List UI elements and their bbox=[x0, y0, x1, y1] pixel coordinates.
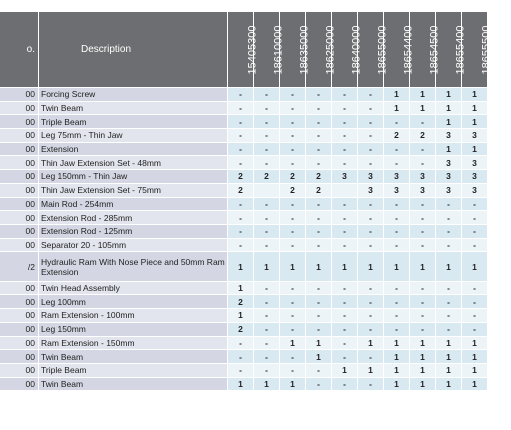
quantity-cell: - bbox=[410, 156, 436, 170]
quantity-cell: - bbox=[332, 142, 358, 156]
quantity-cell: 2 bbox=[228, 170, 254, 184]
quantity-cell: - bbox=[280, 101, 306, 115]
description-cell: Leg 100mm bbox=[39, 295, 228, 309]
quantity-cell: 1 bbox=[280, 336, 306, 350]
description-cell: Twin Beam bbox=[39, 377, 228, 391]
quantity-cell: - bbox=[436, 309, 462, 323]
table-row bbox=[0, 197, 488, 211]
quantity-cell: 1 bbox=[306, 350, 332, 364]
quantity-cell: 3 bbox=[436, 129, 462, 143]
quantity-cell: - bbox=[254, 142, 280, 156]
quantity-cell: 1 bbox=[358, 252, 384, 282]
quantity-cell: 2 bbox=[280, 170, 306, 184]
quantity-cell: - bbox=[228, 336, 254, 350]
table-row bbox=[0, 281, 488, 295]
table-row bbox=[0, 170, 488, 184]
quantity-cell: 1 bbox=[254, 377, 280, 391]
quantity-cell: - bbox=[228, 363, 254, 377]
quantity-cell: - bbox=[306, 211, 332, 225]
part-number-cell: 00 bbox=[0, 142, 39, 156]
quantity-cell: 1 bbox=[306, 252, 332, 282]
quantity-cell: 1 bbox=[436, 377, 462, 391]
part-number-cell: 00 bbox=[0, 295, 39, 309]
quantity-cell: - bbox=[306, 309, 332, 323]
part-number-cell: 00 bbox=[0, 238, 39, 252]
description-cell: Thin Jaw Extension Set - 75mm bbox=[39, 183, 228, 197]
quantity-cell: 3 bbox=[332, 170, 358, 184]
parts-table bbox=[0, 11, 493, 391]
kit-header: 18610000 bbox=[254, 12, 280, 88]
part-number-cell: /2 bbox=[0, 252, 39, 282]
quantity-cell: - bbox=[280, 224, 306, 238]
quantity-cell: - bbox=[254, 309, 280, 323]
part-number-cell: 00 bbox=[0, 115, 39, 129]
quantity-cell: - bbox=[254, 101, 280, 115]
quantity-cell: 3 bbox=[410, 170, 436, 184]
quantity-cell: 1 bbox=[254, 252, 280, 282]
quantity-cell: 1 bbox=[436, 350, 462, 364]
quantity-cell: 1 bbox=[436, 115, 462, 129]
quantity-cell: - bbox=[384, 281, 410, 295]
quantity-cell: 1 bbox=[462, 88, 488, 102]
quantity-cell: 1 bbox=[436, 252, 462, 282]
quantity-cell: - bbox=[332, 322, 358, 336]
quantity-cell: - bbox=[436, 224, 462, 238]
kit-header: 18654500 bbox=[410, 12, 436, 88]
quantity-cell: - bbox=[462, 197, 488, 211]
description-cell: Ram Extension - 150mm bbox=[39, 336, 228, 350]
table-row bbox=[0, 309, 488, 323]
quantity-cell: - bbox=[228, 115, 254, 129]
quantity-cell: - bbox=[410, 142, 436, 156]
quantity-cell: - bbox=[306, 101, 332, 115]
quantity-cell: - bbox=[280, 281, 306, 295]
quantity-cell: 3 bbox=[436, 156, 462, 170]
quantity-cell: - bbox=[358, 295, 384, 309]
quantity-cell: 1 bbox=[384, 252, 410, 282]
kit-header: 18635000 bbox=[280, 12, 306, 88]
quantity-cell: 3 bbox=[358, 183, 384, 197]
table-row bbox=[0, 142, 488, 156]
quantity-cell: - bbox=[254, 295, 280, 309]
quantity-cell: - bbox=[254, 363, 280, 377]
quantity-cell: 1 bbox=[462, 363, 488, 377]
quantity-cell: - bbox=[332, 309, 358, 323]
quantity-cell: - bbox=[254, 88, 280, 102]
quantity-cell: 1 bbox=[228, 252, 254, 282]
quantity-cell: 2 bbox=[228, 322, 254, 336]
quantity-cell: 3 bbox=[462, 183, 488, 197]
quantity-cell: - bbox=[254, 129, 280, 143]
quantity-cell: - bbox=[384, 309, 410, 323]
quantity-cell: - bbox=[306, 238, 332, 252]
part-number-cell: 00 bbox=[0, 281, 39, 295]
description-cell: Extension Rod - 285mm bbox=[39, 211, 228, 225]
description-cell: Ram Extension - 100mm bbox=[39, 309, 228, 323]
quantity-cell: 1 bbox=[410, 377, 436, 391]
quantity-cell: - bbox=[306, 88, 332, 102]
kit-header: 18655400 bbox=[436, 12, 462, 88]
quantity-cell: 1 bbox=[384, 363, 410, 377]
part-number-cell: 00 bbox=[0, 156, 39, 170]
quantity-cell: - bbox=[384, 322, 410, 336]
quantity-cell: 1 bbox=[462, 377, 488, 391]
quantity-cell: 3 bbox=[436, 183, 462, 197]
table-row bbox=[0, 101, 488, 115]
quantity-cell: - bbox=[306, 142, 332, 156]
quantity-cell: 2 bbox=[280, 183, 306, 197]
quantity-cell: - bbox=[306, 129, 332, 143]
kit-header: 18655000 bbox=[358, 12, 384, 88]
table-body bbox=[0, 88, 488, 391]
quantity-cell: 2 bbox=[228, 183, 254, 197]
table-row bbox=[0, 322, 488, 336]
quantity-cell: - bbox=[384, 156, 410, 170]
quantity-cell: - bbox=[462, 309, 488, 323]
description-cell: Twin Head Assembly bbox=[39, 281, 228, 295]
part-number-cell: 00 bbox=[0, 322, 39, 336]
quantity-cell: 1 bbox=[384, 101, 410, 115]
quantity-cell: - bbox=[306, 295, 332, 309]
quantity-cell: - bbox=[436, 211, 462, 225]
quantity-cell: 1 bbox=[358, 363, 384, 377]
quantity-cell: - bbox=[228, 224, 254, 238]
part-number-cell: 00 bbox=[0, 170, 39, 184]
quantity-cell: 3 bbox=[462, 156, 488, 170]
quantity-cell: - bbox=[462, 224, 488, 238]
quantity-cell: - bbox=[358, 238, 384, 252]
quantity-cell: - bbox=[254, 322, 280, 336]
quantity-cell: - bbox=[462, 238, 488, 252]
quantity-cell: 1 bbox=[462, 336, 488, 350]
quantity-cell: 1 bbox=[462, 252, 488, 282]
description-cell: Leg 150mm bbox=[39, 322, 228, 336]
table-row bbox=[0, 183, 488, 197]
quantity-cell: - bbox=[254, 336, 280, 350]
description-cell: Twin Beam bbox=[39, 350, 228, 364]
part-number-cell: 00 bbox=[0, 224, 39, 238]
quantity-cell: 1 bbox=[306, 336, 332, 350]
table-row bbox=[0, 252, 488, 282]
quantity-cell: 1 bbox=[462, 350, 488, 364]
table-row bbox=[0, 336, 488, 350]
quantity-cell: - bbox=[462, 211, 488, 225]
description-cell: Triple Beam bbox=[39, 115, 228, 129]
quantity-cell: - bbox=[358, 197, 384, 211]
table-row bbox=[0, 129, 488, 143]
quantity-cell: - bbox=[436, 322, 462, 336]
quantity-cell: 1 bbox=[436, 336, 462, 350]
quantity-cell: - bbox=[436, 281, 462, 295]
kit-header: 18625000 bbox=[306, 12, 332, 88]
quantity-cell bbox=[332, 183, 358, 197]
quantity-cell: - bbox=[306, 224, 332, 238]
quantity-cell: - bbox=[332, 197, 358, 211]
quantity-cell: 3 bbox=[358, 170, 384, 184]
quantity-cell: - bbox=[410, 322, 436, 336]
quantity-cell: - bbox=[228, 350, 254, 364]
quantity-cell: - bbox=[384, 197, 410, 211]
quantity-cell: - bbox=[358, 309, 384, 323]
quantity-cell: 1 bbox=[410, 336, 436, 350]
part-number-cell: 00 bbox=[0, 101, 39, 115]
quantity-cell: - bbox=[410, 281, 436, 295]
quantity-cell: - bbox=[332, 295, 358, 309]
quantity-cell: - bbox=[228, 129, 254, 143]
quantity-cell: - bbox=[254, 211, 280, 225]
quantity-cell: 1 bbox=[332, 363, 358, 377]
quantity-cell: 1 bbox=[436, 88, 462, 102]
quantity-cell: - bbox=[228, 101, 254, 115]
part-number-cell: 00 bbox=[0, 88, 39, 102]
quantity-cell: 3 bbox=[436, 170, 462, 184]
quantity-cell: - bbox=[280, 129, 306, 143]
quantity-cell: - bbox=[358, 350, 384, 364]
quantity-cell: - bbox=[410, 197, 436, 211]
part-number-cell: 00 bbox=[0, 377, 39, 391]
description-cell: Triple Beam bbox=[39, 363, 228, 377]
table-row bbox=[0, 115, 488, 129]
quantity-cell: - bbox=[254, 281, 280, 295]
quantity-cell: 1 bbox=[228, 377, 254, 391]
quantity-cell: 1 bbox=[384, 377, 410, 391]
table-row bbox=[0, 156, 488, 170]
description-cell: Hydraulic Ram With Nose Piece and 50mm Ram Extension bbox=[39, 252, 228, 282]
part-number-cell: 00 bbox=[0, 309, 39, 323]
table-row bbox=[0, 295, 488, 309]
quantity-cell: - bbox=[332, 224, 358, 238]
quantity-cell: - bbox=[358, 322, 384, 336]
table-row bbox=[0, 238, 488, 252]
quantity-cell: 1 bbox=[410, 101, 436, 115]
quantity-cell: - bbox=[306, 377, 332, 391]
quantity-cell: 1 bbox=[436, 101, 462, 115]
description-cell: Separator 20 - 105mm bbox=[39, 238, 228, 252]
quantity-cell: - bbox=[436, 197, 462, 211]
description-header: Description bbox=[39, 12, 228, 88]
quantity-cell: - bbox=[280, 309, 306, 323]
quantity-cell: 3 bbox=[384, 183, 410, 197]
table-row bbox=[0, 88, 488, 102]
kit-header: 18640000 bbox=[332, 12, 358, 88]
quantity-cell: 1 bbox=[410, 88, 436, 102]
quantity-cell: - bbox=[462, 322, 488, 336]
quantity-cell: 1 bbox=[384, 350, 410, 364]
quantity-cell: - bbox=[280, 156, 306, 170]
description-cell: Main Rod - 254mm bbox=[39, 197, 228, 211]
description-cell: Thin Jaw Extension Set - 48mm bbox=[39, 156, 228, 170]
table-row bbox=[0, 377, 488, 391]
quantity-cell: - bbox=[306, 115, 332, 129]
quantity-cell: - bbox=[384, 224, 410, 238]
quantity-cell: 2 bbox=[228, 295, 254, 309]
quantity-cell: - bbox=[332, 129, 358, 143]
part-number-cell: 00 bbox=[0, 211, 39, 225]
quantity-cell: - bbox=[358, 115, 384, 129]
quantity-cell: - bbox=[462, 281, 488, 295]
quantity-cell: - bbox=[254, 197, 280, 211]
quantity-cell: - bbox=[280, 115, 306, 129]
quantity-cell: - bbox=[228, 197, 254, 211]
quantity-cell: - bbox=[332, 101, 358, 115]
part-number-cell: 00 bbox=[0, 363, 39, 377]
quantity-cell: - bbox=[280, 363, 306, 377]
quantity-cell: - bbox=[332, 211, 358, 225]
quantity-cell: - bbox=[332, 350, 358, 364]
quantity-cell: - bbox=[332, 336, 358, 350]
quantity-cell: - bbox=[280, 197, 306, 211]
header-row bbox=[0, 12, 488, 88]
quantity-cell: 1 bbox=[280, 377, 306, 391]
quantity-cell: 1 bbox=[462, 115, 488, 129]
table-row bbox=[0, 224, 488, 238]
quantity-cell bbox=[254, 183, 280, 197]
part-number-cell: 00 bbox=[0, 197, 39, 211]
quantity-cell: - bbox=[254, 115, 280, 129]
quantity-cell: - bbox=[436, 295, 462, 309]
quantity-cell: - bbox=[384, 142, 410, 156]
quantity-cell: 1 bbox=[410, 363, 436, 377]
quantity-cell: 3 bbox=[384, 170, 410, 184]
quantity-cell: - bbox=[410, 211, 436, 225]
quantity-cell: - bbox=[254, 350, 280, 364]
quantity-cell: 2 bbox=[254, 170, 280, 184]
quantity-cell: - bbox=[280, 238, 306, 252]
quantity-cell: - bbox=[332, 156, 358, 170]
quantity-cell: - bbox=[306, 156, 332, 170]
quantity-cell: - bbox=[410, 295, 436, 309]
part-number-cell: 00 bbox=[0, 129, 39, 143]
quantity-cell: - bbox=[280, 88, 306, 102]
quantity-cell: 2 bbox=[306, 183, 332, 197]
quantity-cell: - bbox=[384, 211, 410, 225]
quantity-cell: - bbox=[358, 156, 384, 170]
part-number-header: o. bbox=[0, 12, 39, 88]
quantity-cell: - bbox=[384, 115, 410, 129]
table-row bbox=[0, 211, 488, 225]
table-row bbox=[0, 363, 488, 377]
quantity-cell: - bbox=[358, 101, 384, 115]
quantity-cell: 1 bbox=[384, 88, 410, 102]
quantity-cell: - bbox=[228, 238, 254, 252]
quantity-cell: - bbox=[254, 238, 280, 252]
quantity-cell: 1 bbox=[228, 309, 254, 323]
quantity-cell: - bbox=[358, 211, 384, 225]
description-cell: Extension Rod - 125mm bbox=[39, 224, 228, 238]
quantity-cell: - bbox=[254, 224, 280, 238]
quantity-cell: 1 bbox=[332, 252, 358, 282]
quantity-cell: 2 bbox=[306, 170, 332, 184]
quantity-cell: 1 bbox=[462, 101, 488, 115]
quantity-cell: - bbox=[436, 238, 462, 252]
quantity-cell: - bbox=[332, 377, 358, 391]
quantity-cell: - bbox=[306, 197, 332, 211]
quantity-cell: - bbox=[228, 88, 254, 102]
quantity-cell: 3 bbox=[410, 183, 436, 197]
kit-header: 15405300 bbox=[228, 12, 254, 88]
quantity-cell: - bbox=[228, 211, 254, 225]
quantity-cell: - bbox=[280, 142, 306, 156]
quantity-cell: - bbox=[332, 88, 358, 102]
quantity-cell: - bbox=[410, 224, 436, 238]
quantity-cell: - bbox=[410, 309, 436, 323]
quantity-cell: - bbox=[358, 281, 384, 295]
quantity-cell: - bbox=[332, 238, 358, 252]
quantity-cell: 3 bbox=[462, 170, 488, 184]
quantity-cell: - bbox=[306, 281, 332, 295]
quantity-cell: - bbox=[228, 142, 254, 156]
quantity-cell: - bbox=[280, 211, 306, 225]
part-number-cell: 00 bbox=[0, 336, 39, 350]
kit-header: 18655500 bbox=[462, 12, 488, 88]
quantity-cell: - bbox=[332, 281, 358, 295]
quantity-cell: 1 bbox=[228, 281, 254, 295]
description-cell: Extension bbox=[39, 142, 228, 156]
quantity-cell: - bbox=[384, 238, 410, 252]
quantity-cell: - bbox=[358, 88, 384, 102]
quantity-cell: - bbox=[410, 115, 436, 129]
description-cell: Leg 150mm - Thin Jaw bbox=[39, 170, 228, 184]
quantity-cell: 1 bbox=[384, 336, 410, 350]
quantity-cell: - bbox=[358, 142, 384, 156]
quantity-cell: - bbox=[410, 238, 436, 252]
quantity-cell: 1 bbox=[280, 252, 306, 282]
quantity-cell: - bbox=[358, 129, 384, 143]
table-row bbox=[0, 350, 488, 364]
description-cell: Forcing Screw bbox=[39, 88, 228, 102]
quantity-cell: - bbox=[332, 115, 358, 129]
quantity-cell: 3 bbox=[462, 129, 488, 143]
quantity-cell: 1 bbox=[410, 350, 436, 364]
quantity-cell: - bbox=[280, 322, 306, 336]
quantity-cell: 1 bbox=[358, 336, 384, 350]
quantity-cell: - bbox=[306, 363, 332, 377]
quantity-cell: 1 bbox=[436, 142, 462, 156]
quantity-cell: - bbox=[228, 156, 254, 170]
quantity-cell: - bbox=[358, 224, 384, 238]
quantity-cell: 1 bbox=[410, 252, 436, 282]
quantity-cell: - bbox=[462, 295, 488, 309]
quantity-cell: 2 bbox=[384, 129, 410, 143]
description-cell: Leg 75mm - Thin Jaw bbox=[39, 129, 228, 143]
quantity-cell: - bbox=[306, 322, 332, 336]
quantity-cell: - bbox=[358, 377, 384, 391]
quantity-cell: 2 bbox=[410, 129, 436, 143]
kit-header: 18654400 bbox=[384, 12, 410, 88]
part-number-cell: 00 bbox=[0, 350, 39, 364]
quantity-cell: - bbox=[280, 350, 306, 364]
description-cell: Twin Beam bbox=[39, 101, 228, 115]
quantity-cell: 1 bbox=[436, 363, 462, 377]
quantity-cell: - bbox=[254, 156, 280, 170]
quantity-cell: - bbox=[280, 295, 306, 309]
quantity-cell: 1 bbox=[462, 142, 488, 156]
quantity-cell: - bbox=[384, 295, 410, 309]
part-number-cell: 00 bbox=[0, 183, 39, 197]
